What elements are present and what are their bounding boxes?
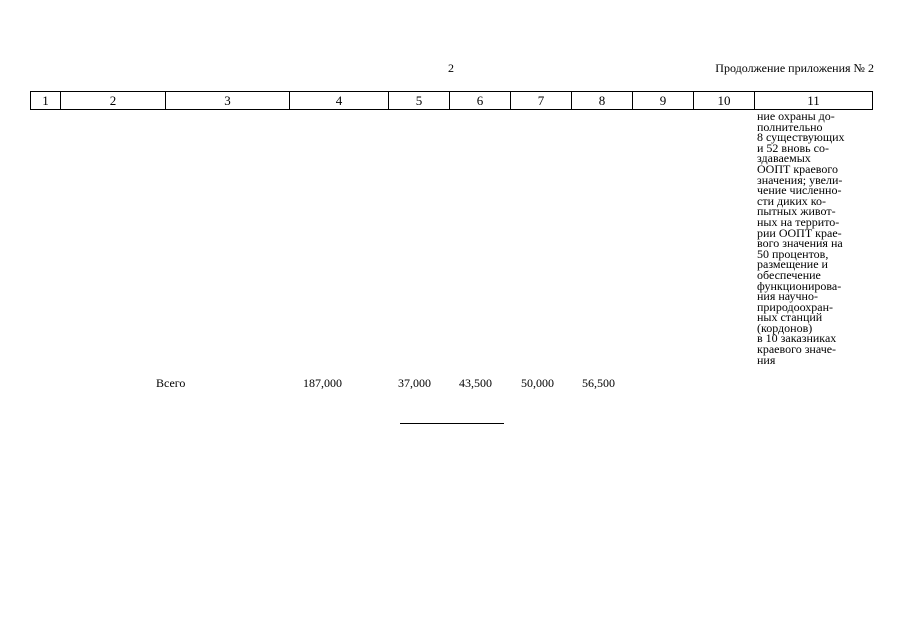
column-number-cell: 9 [633, 92, 694, 110]
column-number-header-table [30, 91, 873, 110]
column-number-cell: 7 [511, 92, 572, 110]
column-number-cell: 11 [755, 92, 873, 110]
column-number-cell: 8 [572, 92, 633, 110]
total-col6-value: 43,500 [459, 376, 492, 390]
column-number-row [31, 92, 873, 110]
total-label: Всего [156, 376, 186, 390]
page-number: 2 [448, 61, 454, 75]
column-number-cell: 1 [31, 92, 61, 110]
column-11-text: ние охраны до- полнительно 8 существующих и 52 вновь со- здаваемых ООПТ краевого значения; увели- чение численно- сти диких ко- пытных живот- ных на террито- рии ООПТ крае- вого значения на 50 процентов, размещение и обеспечение функционирова- ния научно- природоохран- ных станций (кордонов) в 10 заказниках краевого значе- ния [757, 109, 845, 367]
total-col8-value: 56,500 [582, 376, 615, 390]
column-number-cell: 10 [694, 92, 755, 110]
column-number-cell: 6 [450, 92, 511, 110]
column-number-cell: 5 [389, 92, 450, 110]
total-col7-value: 50,000 [521, 376, 554, 390]
column-number-cell: 3 [166, 92, 290, 110]
total-col4-value: 187,000 [303, 376, 342, 390]
end-rule-divider [400, 423, 504, 424]
column-number-cell: 2 [61, 92, 166, 110]
column-number-cell: 4 [290, 92, 389, 110]
total-col5-value: 37,000 [398, 376, 431, 390]
continuation-label: Продолжение приложения № 2 [715, 61, 874, 75]
